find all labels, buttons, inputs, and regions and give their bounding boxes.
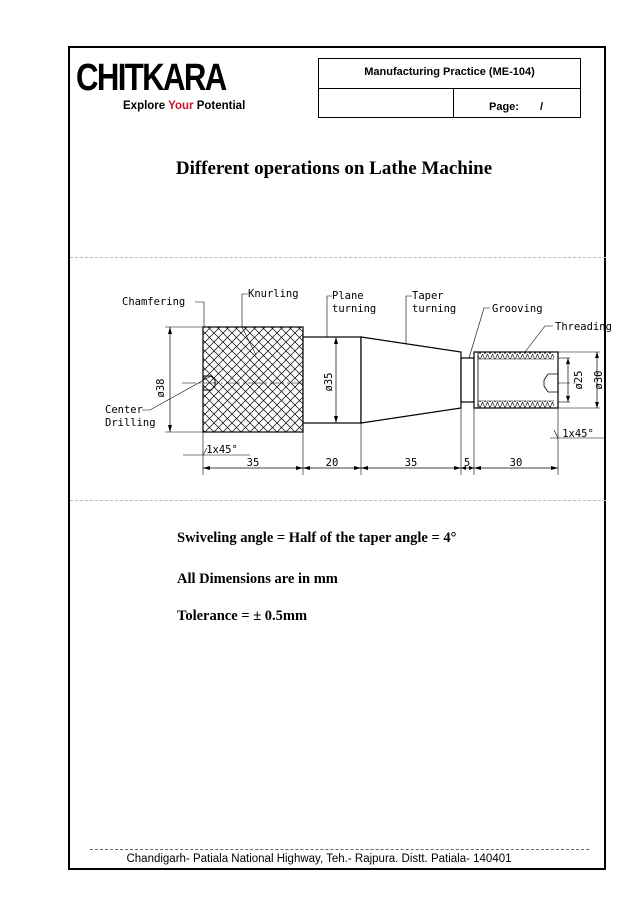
page-title: Different operations on Lathe Machine xyxy=(175,158,493,179)
footer-line xyxy=(90,849,589,850)
header-divider xyxy=(453,89,454,118)
chitkara-logo xyxy=(76,56,251,116)
label-knurling: Knurling xyxy=(248,288,299,300)
label-plane-2: turning xyxy=(332,303,377,315)
dim-l3: 35 xyxy=(404,457,418,469)
dim-chamfer-left: 1x45° xyxy=(206,444,238,456)
thread-top xyxy=(478,352,554,359)
dim-d30: ø30 xyxy=(593,370,605,390)
label-center-2: Drilling xyxy=(105,417,156,429)
separator-bottom xyxy=(70,500,606,501)
label-taper-2: turning xyxy=(412,303,457,315)
label-taper-1: Taper xyxy=(412,290,444,302)
dim-l4: 5 xyxy=(463,457,471,469)
note-swivel: Swiveling angle = Half of the taper angle = 4° xyxy=(177,530,457,546)
page-label: Page: xyxy=(489,101,519,113)
footer-address: Chandigarh- Patiala National Highway, Teh.- Rajpura. Distt. Patiala- 140401 xyxy=(126,853,512,865)
course-title: Manufacturing Practice (ME-104) xyxy=(319,59,580,89)
label-center-1: Center xyxy=(105,404,143,416)
tagline-post: Potential xyxy=(193,100,246,112)
thread-bottom xyxy=(478,401,554,408)
knurled-section xyxy=(203,327,303,432)
dim-l1: 35 xyxy=(246,457,260,469)
dim-l2: 20 xyxy=(325,457,339,469)
threaded-section xyxy=(474,352,558,408)
label-plane-1: Plane xyxy=(332,290,364,302)
separator-top xyxy=(70,257,606,258)
dim-l5: 30 xyxy=(509,457,523,469)
lathe-part-drawing xyxy=(70,270,612,480)
groove-section xyxy=(461,358,474,402)
dim-d38: ø38 xyxy=(155,378,167,398)
logo-tagline xyxy=(123,100,245,112)
label-grooving: Grooving xyxy=(492,303,543,315)
dim-chamfer-right: 1x45° xyxy=(562,428,594,440)
dim-d35: ø35 xyxy=(323,372,335,392)
logo-brand: CHITKARA xyxy=(76,57,226,99)
tagline-accent: Your xyxy=(168,100,194,112)
note-tolerance: Tolerance = ± 0.5mm xyxy=(177,608,308,624)
tagline-pre: Explore xyxy=(123,100,169,112)
header-page-row xyxy=(319,89,580,118)
page-slash: / xyxy=(540,101,544,113)
label-threading: Threading xyxy=(555,321,612,333)
taper-section xyxy=(361,337,461,423)
label-chamfering: Chamfering xyxy=(122,296,186,308)
note-dimensions: All Dimensions are in mm xyxy=(177,571,338,587)
dim-d25: ø25 xyxy=(573,370,585,390)
header-box xyxy=(318,58,581,118)
